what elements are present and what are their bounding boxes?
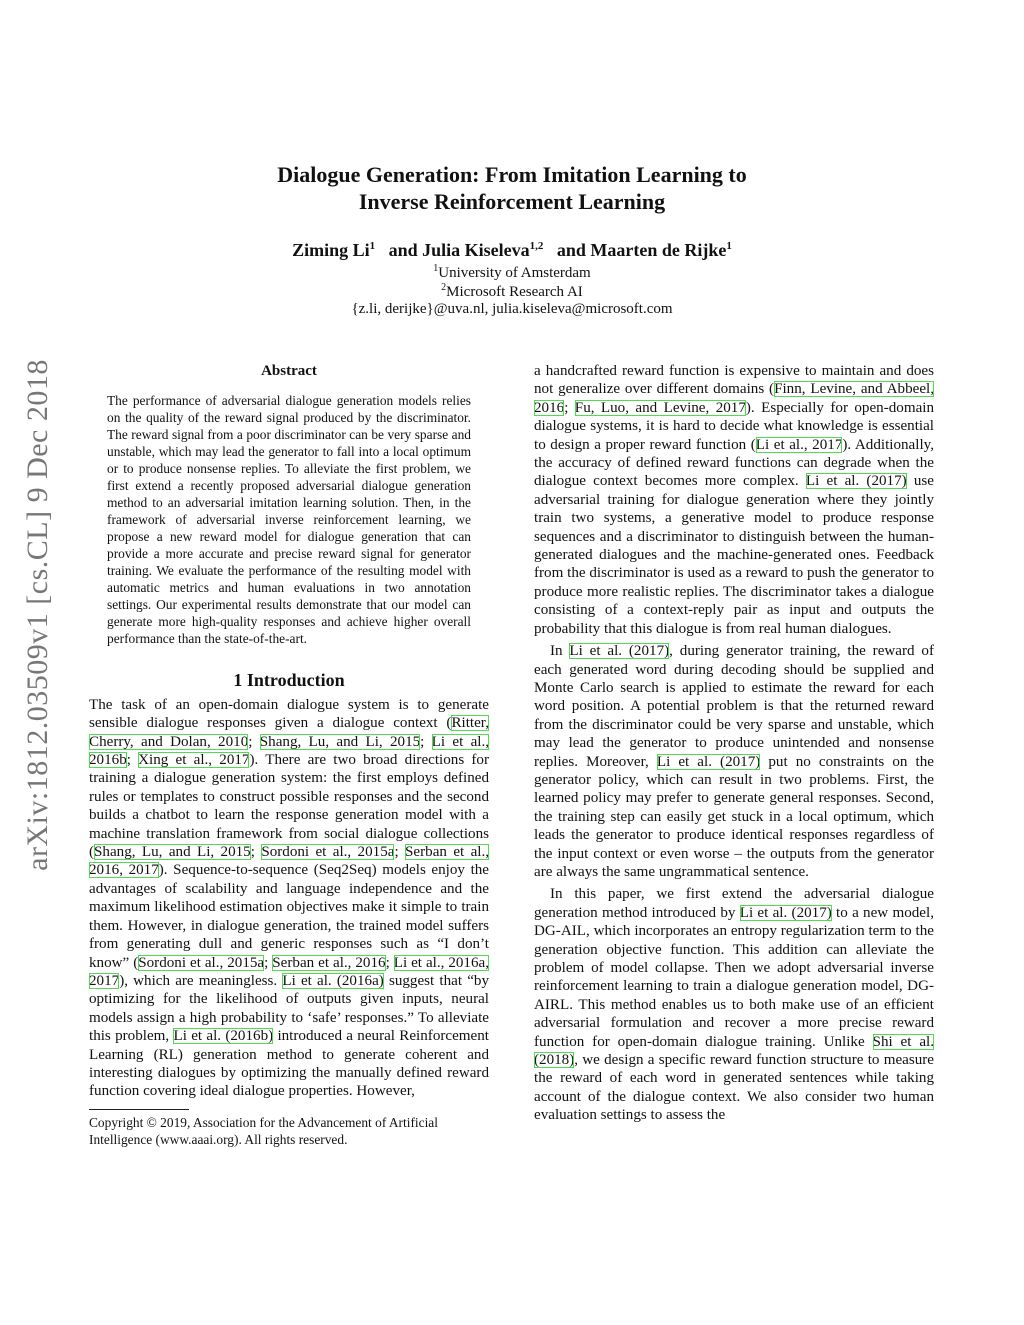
citation-link[interactable]: Li et al. (2016b)	[173, 1028, 274, 1045]
citation-link[interactable]: Li et al., 2016b	[89, 733, 490, 769]
author-emails: {z.li, derijke}@uva.nl, julia.kiseleva@microsoft.com	[351, 301, 673, 317]
citation-link[interactable]: Shi et al. (2018)	[534, 1033, 934, 1069]
title-line-2: Inverse Reinforcement Learning	[358, 189, 666, 214]
right-paragraph-3: In this paper, we first extend the adversarial dialogue generation method introduced by Li et al. (2017) to a new model, DG-AIL, which incorporates an entropy regularization term to the generation objective function. This addition can alleviate the problem of model collapse. Then we adopt adversarial inverse reinforcement learning to train a dialogue generation model, DG-AIRL. This method enables us to both make use of an efficient adversarial formulation and recover a more precise reward function for open-domain dialogue training. Unlike Shi et al. (2018), we design a specific reward function structure to measure the reward of each word in generated sentences while taking account of the dialogue context. We also consider two human evaluation settings to assess the	[534, 886, 934, 1124]
title-line-1: Dialogue Generation: From Imitation Learning to	[277, 162, 747, 187]
right-paragraph-2: In Li et al. (2017), during generator training, the reward of each generated word during decoding should be supplied and Monte Carlo search is applied to estimate the reward for each word position. A potential problem is that the returned reward from the discriminator could be very sparse and unstable, which may lead the generator to produce unintended and nonsense replies. Moreover, Li et al. (2017) put no constraints on the generator policy, which can result in two problems. First, the learned policy may prefer to generate general responses. Second, the training step can easily get stuck in a local optimum, which leads the generator to produce identical responses regardless of the input context or even worse – the outputs from the generator are always the same ungrammatical sentence.	[534, 643, 934, 880]
citation-link[interactable]: Li et al., 2017	[755, 436, 843, 453]
citation-link[interactable]: Xing et al., 2017	[138, 752, 250, 769]
citation-link[interactable]: Li et al. (2016a)	[282, 972, 384, 989]
abstract-heading: Abstract	[261, 363, 317, 379]
intro-paragraph-1: The task of an open-domain dialogue system is to generate sensible dialogue responses given a dialogue context (Ritter, Cherry, and Dolan, 2010; Shang, Lu, and Li, 2015; Li et al., 2016b; Xing et al., 2017). There are two broad directions for training a dialogue generation system: the first employs defined rules or templates to construct possible responses and the second builds a chatbot to learn the response generation model with a machine translation framework from social dialogue collections (Shang, Lu, and Li, 2015; Sordoni et al., 2015a; Serban et al., 2016, 2017). Sequence-to-sequence (Seq2Seq) models enjoy the advantages of scalability and language independence and the maximum likelihood estimation objectives make it simple to train them. However, in dialogue generation, the trained model suffers from generating dull and generic responses such as “I don’t know” (Sordoni et al., 2015a; Serban et al., 2016; Li et al., 2016a, 2017), which are meaningless. Li et al. (2016a) suggest that “by optimizing for the likelihood of outputs given inputs, neural models assign a high probability to ‘safe’ responses.” To alleviate this problem, Li et al. (2016b) introduced a neural Reinforcement Learning (RL) generation method to generate coherent and interesting dialogues by optimizing the manually defined reward function covering ideal dialogue properties. However,	[89, 696, 490, 1100]
left-column	[89, 362, 489, 1148]
author-2-affil: 1,2	[529, 240, 544, 252]
affiliation-2-num: 2	[441, 282, 447, 293]
citation-link[interactable]: Sordoni et al., 2015a	[138, 954, 265, 971]
abstract-text: The performance of adversarial dialogue generation models relies on the quality of the reward signal produced by the discriminator. The reward signal from a poor discriminator can be very sparse and unstable, which may lead the generator to fall into a local optimum or to produce nonsense replies. To alleviate the first problem, we first extend a recently proposed adversarial dialogue generation method to an adversarial imitation learning solution. Then, in the framework of adversarial inverse reinforcement learning, we propose a new reward model for dialogue generation that can provide a more accurate and precise reward signal for generator training. We evaluate the performance of the resulting model with automatic metrics and human evaluations in two annotation settings. Our experimental results demonstrate that our model can generate more high-quality responses and achieve higher overall performance than the state-of-the-art.	[107, 393, 471, 647]
author-3-affil: 1	[726, 240, 732, 252]
author-list	[0, 240, 1024, 261]
citation-link[interactable]: Li et al., 2016a, 2017	[89, 954, 490, 989]
author-1-affil: 1	[369, 240, 376, 252]
citation-link[interactable]: Serban et al., 2016, 2017	[89, 844, 490, 879]
affiliation-1	[0, 263, 1024, 282]
citation-link[interactable]: Ritter, Cherry, and Dolan, 2010	[89, 715, 489, 750]
author-3: and Maarten de Rijke	[556, 240, 727, 260]
affiliation-2	[0, 282, 1024, 301]
citation-link[interactable]: Serban et al., 2016	[272, 954, 386, 971]
right-column	[534, 362, 934, 1129]
citation-link[interactable]: Li et al. (2017)	[805, 473, 907, 490]
citation-link[interactable]: Li et al. (2017)	[569, 643, 670, 660]
citation-link[interactable]: Shang, Lu, and Li, 2015	[94, 844, 251, 861]
section-heading-introduction: 1 Introduction	[233, 670, 345, 691]
citation-link[interactable]: Finn, Levine, and Abbeel, 2016	[534, 381, 934, 416]
author-1: Ziming Li	[292, 240, 370, 260]
author-2: and Julia Kiseleva	[388, 240, 530, 260]
paper-title	[0, 161, 1024, 215]
copyright-footnote: Copyright © 2019, Association for the Advancement of Artificial Intelligence (www.aaai.org). All rights reserved.	[89, 1114, 438, 1147]
footnote-rule	[89, 1109, 189, 1110]
citation-link[interactable]: Sordoni et al., 2015a	[261, 844, 395, 861]
right-paragraph-1: a handcrafted reward function is expensive to maintain and does not generalize over different domains (Finn, Levine, and Abbeel, 2016; Fu, Luo, and Levine, 2017). Especially for open-domain dialogue systems, it is hard to decide what knowledge is essential to design a proper reward function (Li et al., 2017). Additionally, the accuracy of defined reward functions can degrade when the dialogue context becomes more complex. Li et al. (2017) use adversarial training for dialogue generation where they jointly train two systems, a generative model to produce response sequences and a discriminator to distinguish between the human-generated dialogues and the machine-generated ones. Feedback from the discriminator is used as a reward to push the generator to produce more realistic replies. The discriminator takes a dialogue consisting of a context-reply pair as input and outputs the probability that this dialogue is from real human dialogues.	[534, 363, 935, 637]
affiliation-1-num: 1	[433, 263, 439, 274]
citation-link[interactable]: Li et al. (2017)	[739, 904, 832, 921]
citation-link[interactable]: Li et al. (2017)	[656, 753, 761, 770]
arxiv-identifier: arXiv:1812.03509v1 [cs.CL] 9 Dec 2018	[21, 359, 54, 871]
affiliation-2-text: Microsoft Research AI	[446, 284, 583, 300]
citation-link[interactable]: Fu, Luo, and Levine, 2017	[574, 399, 746, 416]
citation-link[interactable]: Shang, Lu, and Li, 2015	[259, 733, 421, 750]
affiliation-1-text: University of Amsterdam	[438, 265, 591, 281]
